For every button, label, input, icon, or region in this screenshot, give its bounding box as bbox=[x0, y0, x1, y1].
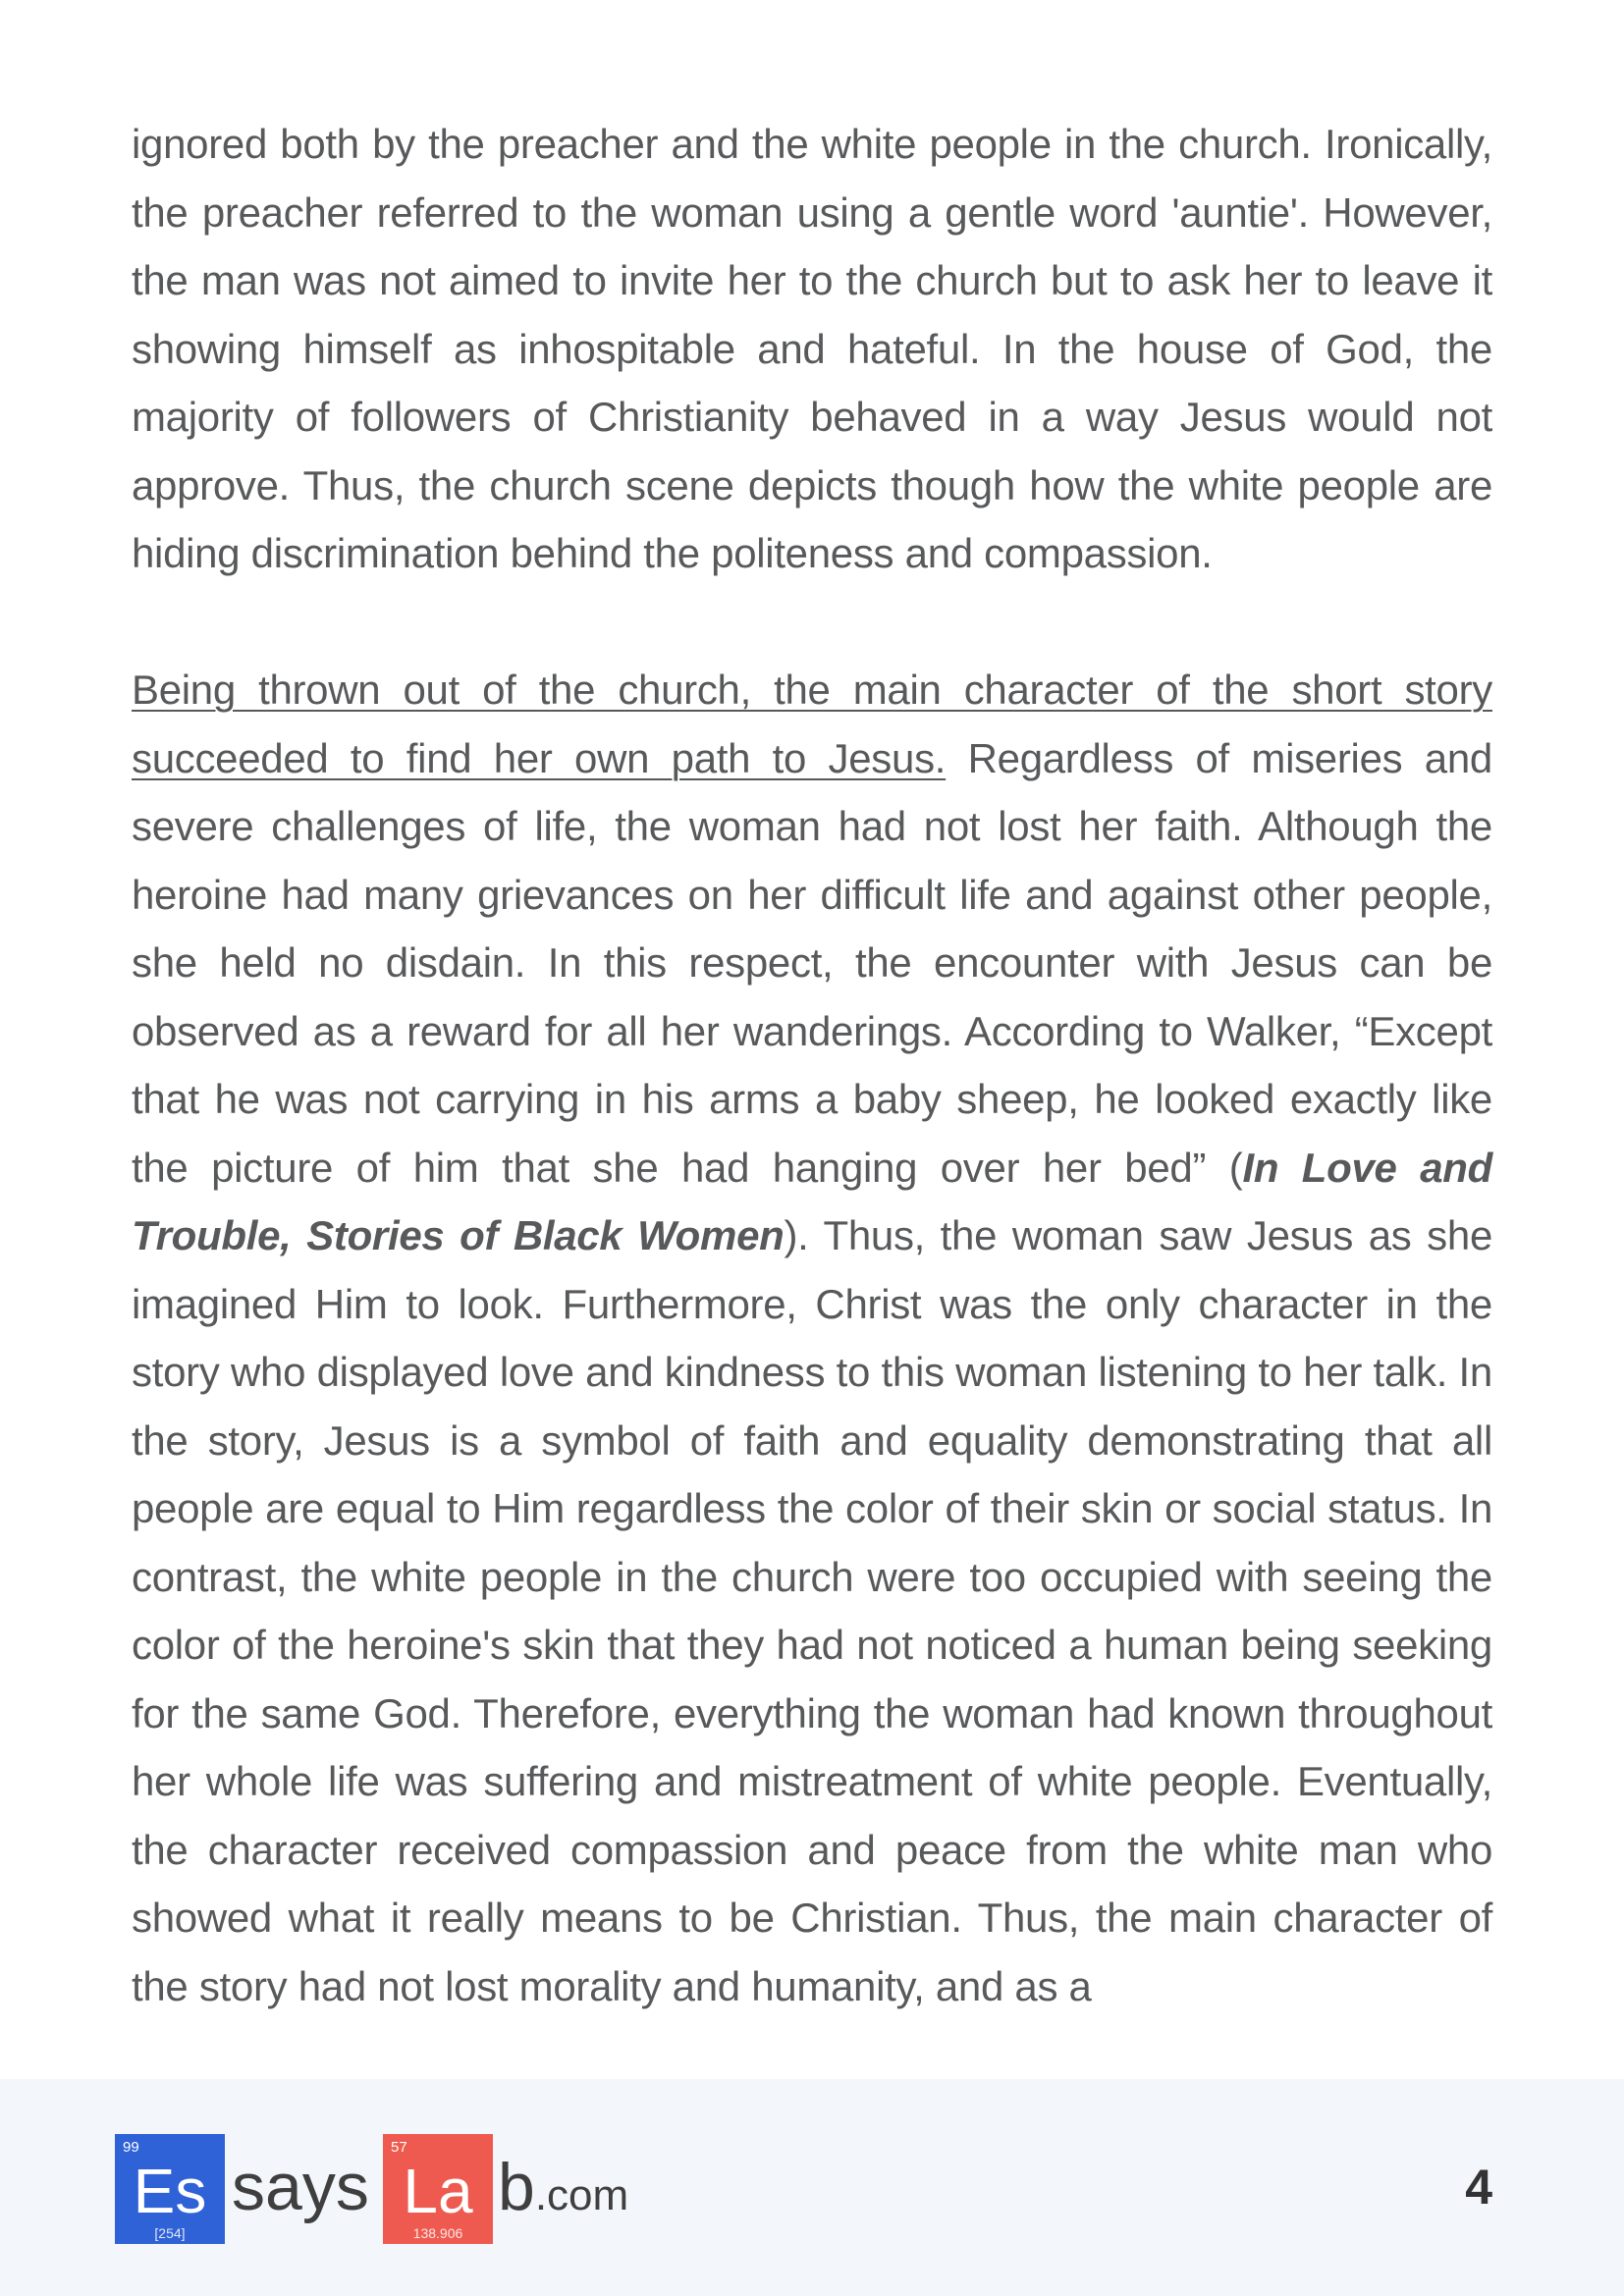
paragraph-1-text: ignored both by the preacher and the white people in the church. Ironically, the preacher referred to the woman using a gentle word 'auntie'. However, the man was not aimed to invite her to the church but to ask her to leave it showing himself as inhospitable and hateful. In the house of God, the majority of followers of Christianity behaved in a way Jesus would not approve. Thus, the church scene depicts though how the white people are hiding discrimination behind the politeness and compassion. bbox=[132, 121, 1492, 576]
logo-word-b bbox=[498, 2148, 628, 2235]
logo-tile-es-symbol: Es bbox=[133, 2156, 207, 2226]
page-number: 4 bbox=[1465, 2160, 1492, 2215]
logo-tile-la-number: 57 bbox=[391, 2139, 407, 2156]
paragraph-2-text-part1: Regardless of miseries and severe challenges of life, the woman had not lost her faith. Although the heroine had many grievances on her difficult life and against other people, she held no disdain. In this respect, the encounter with Jesus can be observed as a reward for all her wanderings. According to Walker, “Except that he was not carrying in his arms a baby sheep, he looked exactly like the picture of him that she had hanging over her bed” ( bbox=[132, 734, 1492, 1191]
logo-letter-b: b bbox=[498, 2150, 535, 2224]
logo-word-says: says bbox=[232, 2150, 369, 2224]
logo-tile-la bbox=[383, 2134, 493, 2244]
logo-tile-la-mass: 138.906 bbox=[412, 2225, 463, 2241]
page-footer bbox=[0, 2079, 1624, 2296]
paragraph-1 bbox=[132, 110, 1492, 588]
document-body bbox=[132, 110, 1492, 2020]
paragraph-2 bbox=[132, 656, 1492, 2020]
logo-tile-es-mass: [254] bbox=[154, 2225, 186, 2241]
logo-domain: .com bbox=[534, 2171, 629, 2219]
book-citation: In Love and Trouble, Stories of Black Women bbox=[132, 1144, 1492, 1258]
paragraph-2-text-part2: ). Thus, the woman saw Jesus as she imagined Him to look. Furthermore, Christ was the only character in the story who displayed love and kindness to this woman listening to her talk. In the story, Jesus is a symbol of faith and equality demonstrating that all people are equal to Him regardless the color of their skin or social status. In contrast, the white people in the church were too occupied with seeing the color of the heroine's skin that they had not noticed a human being seeking for the same God. Therefore, everything the woman had known throughout her whole life was suffering and mistreatment of white people. Eventually, the character received compassion and peace from the white man who showed what it really means to be Christian. Thus, the main character of the story had not lost morality and humanity, and as a bbox=[132, 1212, 1492, 2009]
logo-tile-es bbox=[115, 2134, 225, 2244]
logo-tile-la-symbol: La bbox=[403, 2156, 473, 2226]
underlined-topic-sentence: Being thrown out of the church, the main character of the short story succeeded to find her own path to Jesus. bbox=[132, 667, 1492, 781]
logo-tile-es-number: 99 bbox=[123, 2139, 139, 2156]
